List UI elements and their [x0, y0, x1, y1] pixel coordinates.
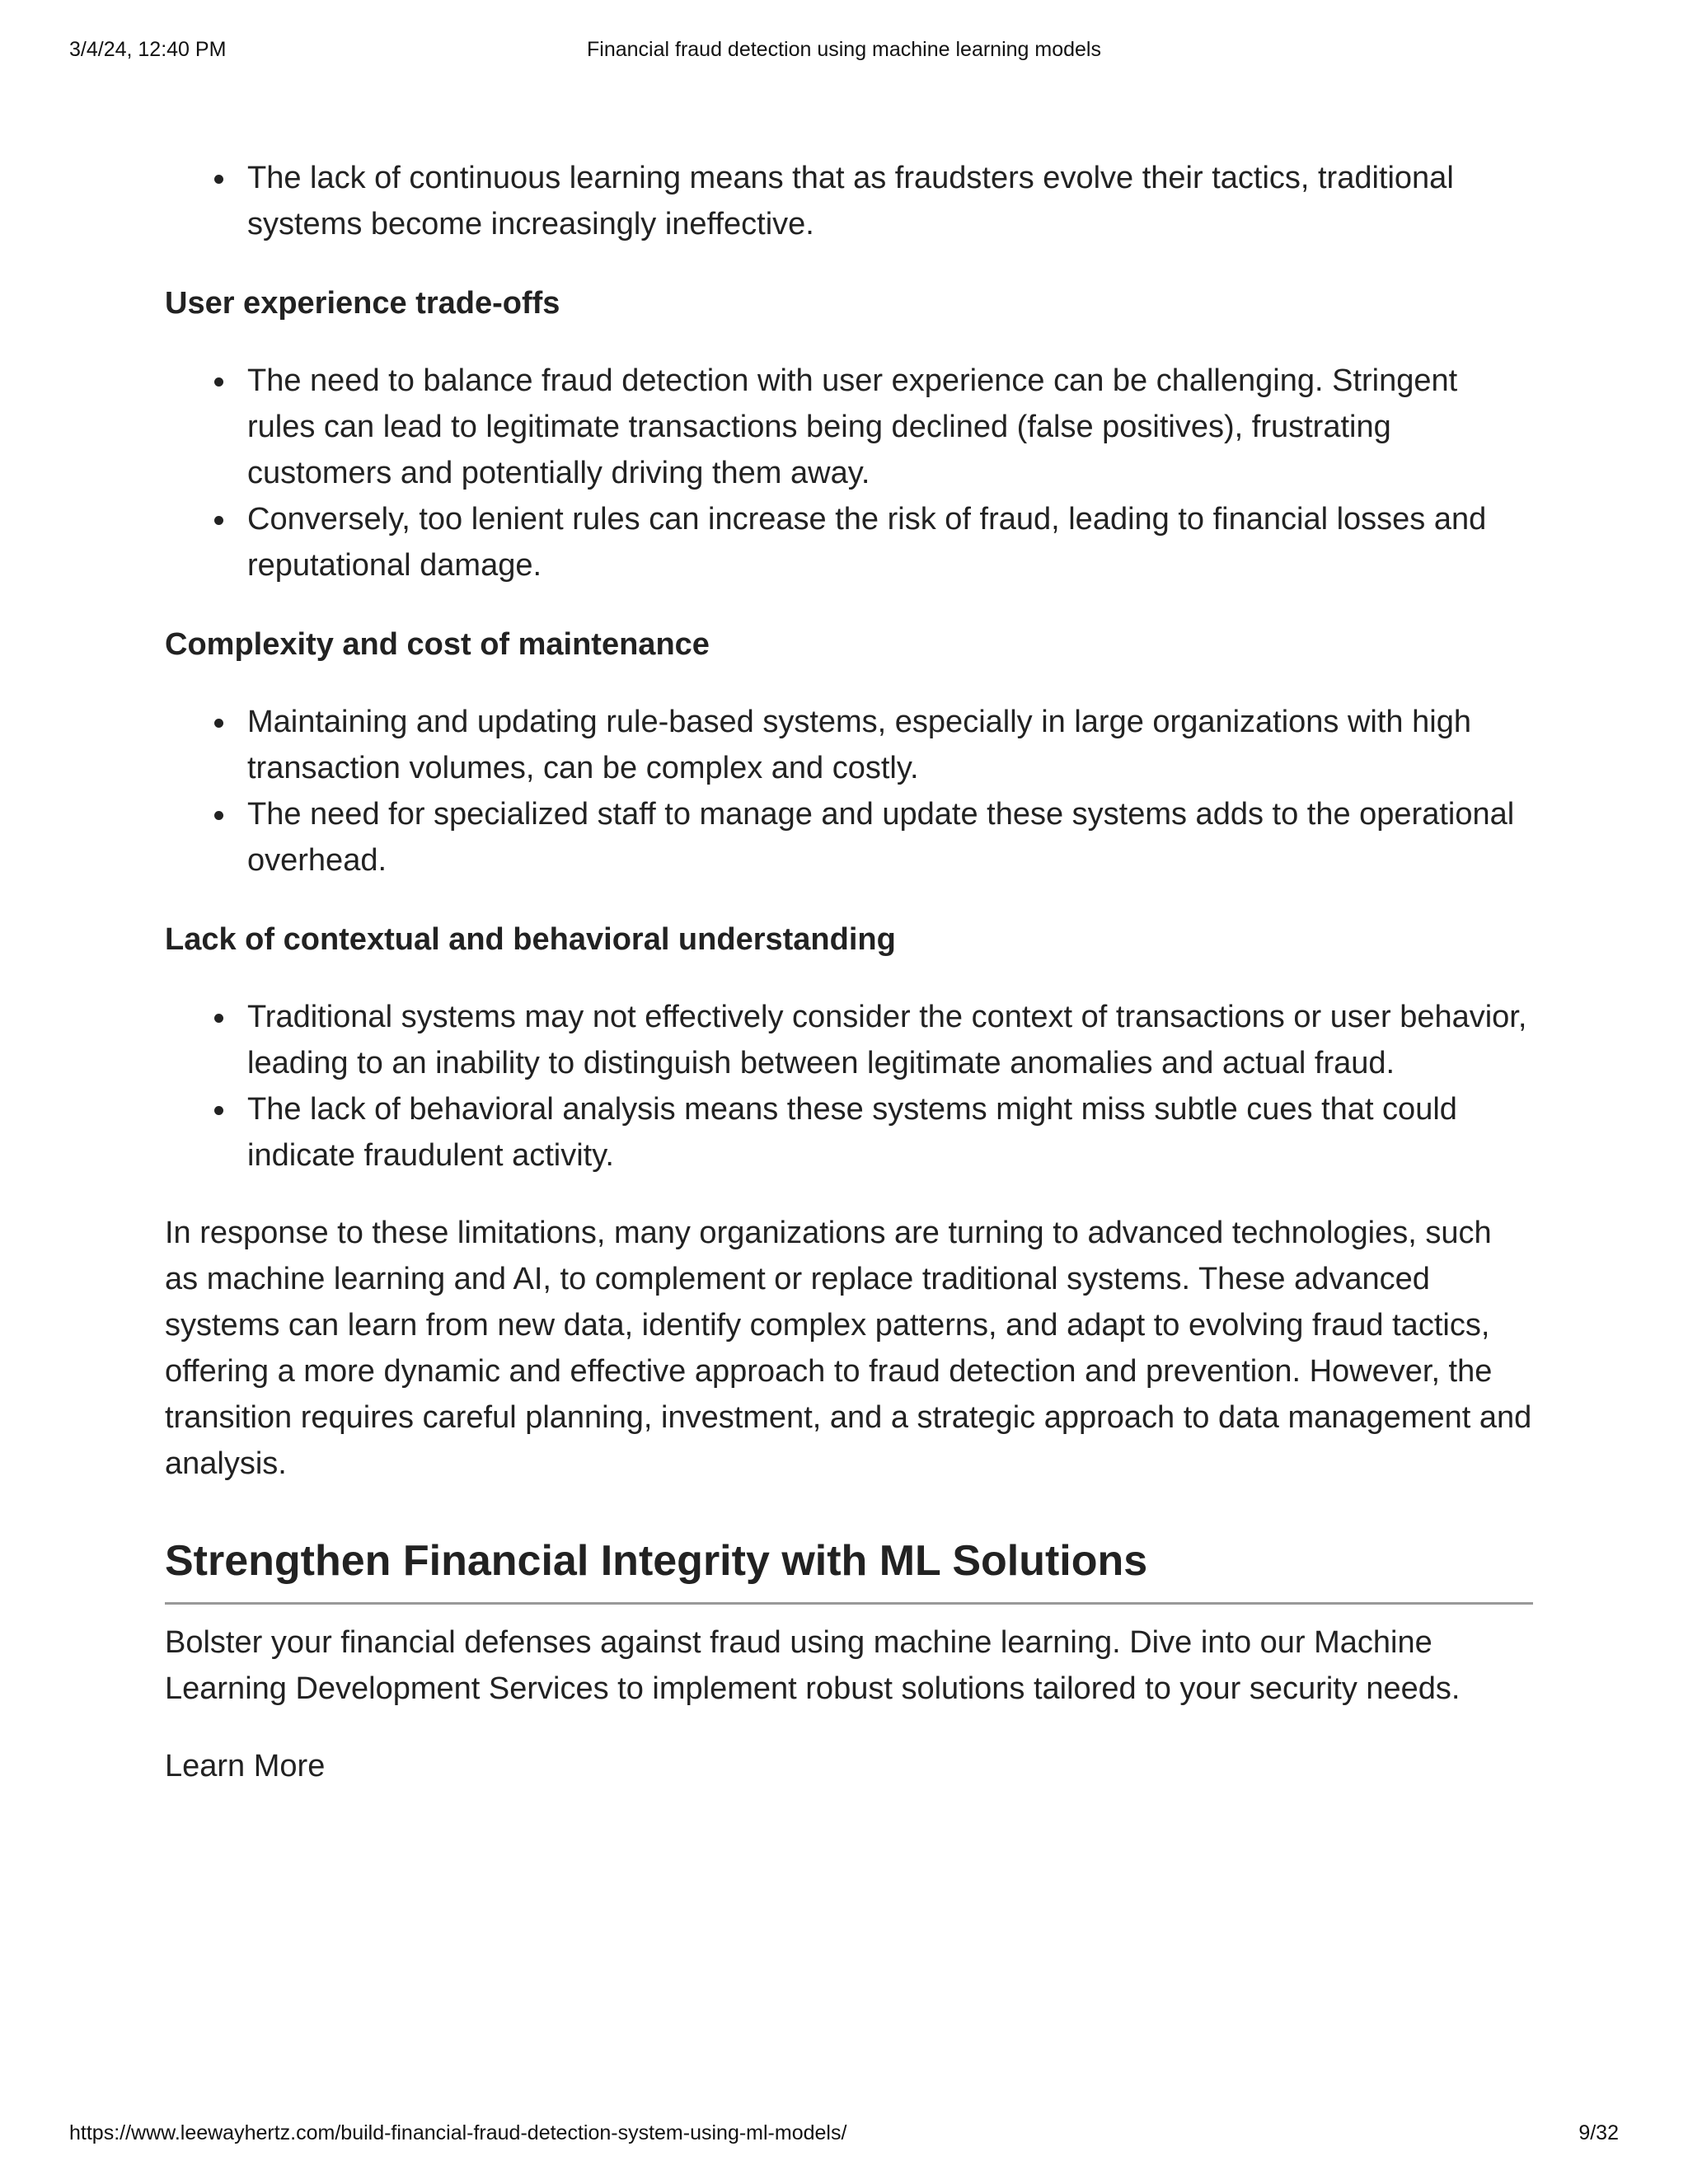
section-heading-contextual-understanding: Lack of contextual and behavioral understanding	[165, 922, 896, 957]
article-content	[165, 155, 1533, 1789]
page-number: 9/32	[1578, 2121, 1619, 2144]
closing-paragraph: In response to these limitations, many organizations are turning to advanced technologies, such as machine learning and AI, to complement or replace traditional systems. These advanced systems can learn from new data, identify complex patterns, and adapt to evolving fraud tactics, offering a more dynamic and effective approach to fraud detection and prevention. However, the transition requires careful planning, investment, and a strategic approach to data management and analysis.	[165, 1216, 1532, 1481]
list-item: Traditional systems may not effectively consider the context of transactions or user behavior, leading to an inability to distinguish between legitimate anomalies and actual fraud.	[247, 994, 1533, 1086]
section-heading-complexity-cost: Complexity and cost of maintenance	[165, 627, 710, 662]
section-heading-user-experience: User experience trade-offs	[165, 286, 560, 321]
cta-heading: Strengthen Financial Integrity with ML Solutions	[165, 1530, 1533, 1605]
intro-bullet-list	[165, 155, 1533, 247]
print-header	[0, 38, 1688, 71]
list-item: Conversely, too lenient rules can increase the risk of fraud, leading to financial losses and reputational damage.	[247, 496, 1533, 588]
print-page-title: Financial fraud detection using machine learning models	[587, 38, 1101, 61]
list-item: The lack of continuous learning means that as fraudsters evolve their tactics, traditional systems become increasingly ineffective.	[247, 155, 1533, 247]
list-item: The need for specialized staff to manage and update these systems adds to the operational overhead.	[247, 791, 1533, 883]
print-footer	[0, 2121, 1688, 2154]
list-item: The need to balance fraud detection with user experience can be challenging. Stringent rules can lead to legitimate transactions being declined (false positives), frustrating customers and potentially driving them away.	[247, 358, 1533, 496]
bullet-list-contextual-understanding	[165, 994, 1533, 1179]
bullet-list-user-experience	[165, 358, 1533, 588]
list-item: Maintaining and updating rule-based systems, especially in large organizations with high transaction volumes, can be complex and costly.	[247, 699, 1533, 791]
learn-more-link[interactable]: Learn More	[165, 1749, 326, 1783]
bullet-list-complexity-cost	[165, 699, 1533, 883]
print-url: https://www.leewayhertz.com/build-financial-fraud-detection-system-using-ml-models/	[69, 2121, 847, 2144]
print-datetime: 3/4/24, 12:40 PM	[69, 38, 227, 61]
list-item: The lack of behavioral analysis means these systems might miss subtle cues that could indicate fraudulent activity.	[247, 1086, 1533, 1179]
cta-text: Bolster your financial defenses against fraud using machine learning. Dive into our Machine Learning Development Services to implement robust solutions tailored to your security needs.	[165, 1625, 1461, 1706]
